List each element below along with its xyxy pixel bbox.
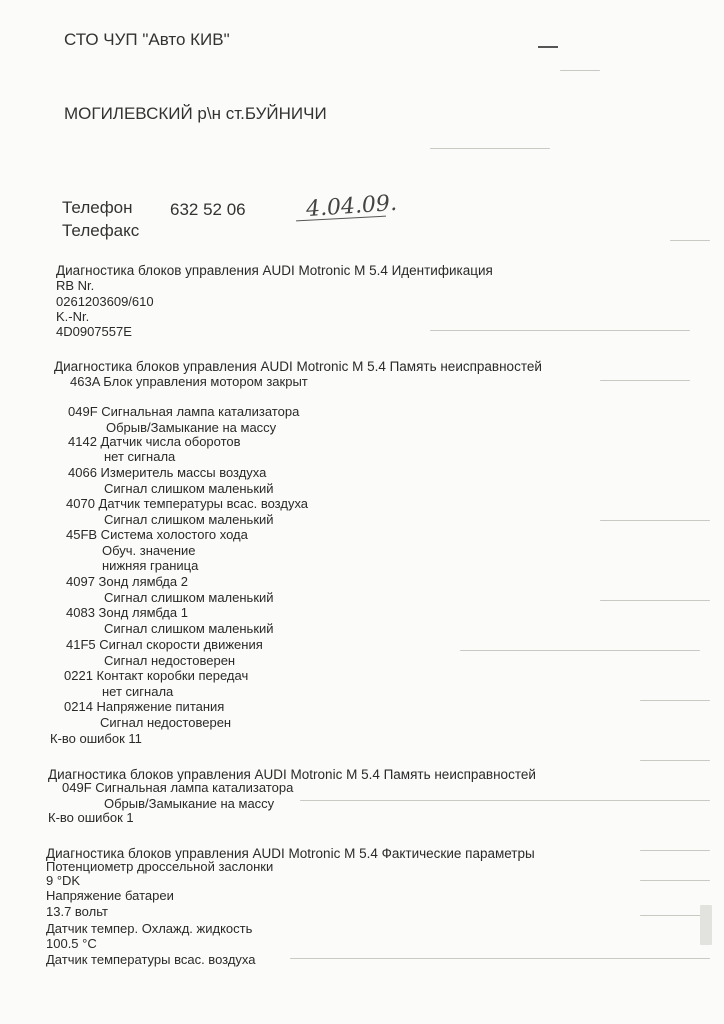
show-through-mark: [430, 330, 690, 331]
handwritten-date: 4.04.09.: [305, 190, 398, 223]
param-value: 13.7 вольт: [46, 904, 108, 919]
company-address: МОГИЛЕВСКИЙ р\н ст.БУЙНИЧИ: [64, 104, 327, 123]
phone-label: Телефон: [62, 198, 133, 217]
param-value: 100.5 °C: [46, 936, 97, 951]
memory2-title: Диагностика блоков управления AUDI Motronic M 5.4 Память неисправностей: [48, 767, 536, 782]
memory1-title: Диагностика блоков управления AUDI Motronic M 5.4 Память неисправностей: [54, 359, 542, 374]
scan-shadow: [700, 905, 712, 945]
fault-detail: Сигнал слишком маленький: [104, 590, 274, 605]
show-through-mark: [640, 880, 710, 881]
fault-line: 41F5 Сигнал скорости движения: [66, 637, 263, 652]
show-through-mark: [640, 700, 710, 701]
actual-title: Диагностика блоков управления AUDI Motronic M 5.4 Фактические параметры: [46, 846, 535, 861]
show-through-mark: [600, 520, 710, 521]
fault-line: 4097 Зонд лямбда 2: [66, 574, 188, 589]
phone-value: 632 52 06: [170, 200, 246, 219]
fault-detail: нет сигнала: [104, 449, 176, 464]
fault-detail: Сигнал слишком маленький: [104, 512, 274, 527]
show-through-mark: [560, 70, 600, 71]
error-count: К-во ошибок 1: [48, 810, 134, 825]
show-through-mark: [600, 600, 710, 601]
fault-line: 463A Блок управления мотором закрыт: [70, 374, 308, 389]
ident-title: Диагностика блоков управления AUDI Motronic M 5.4 Идентификация: [56, 263, 493, 278]
fault-line: 4142 Датчик числа оборотов: [68, 434, 241, 449]
param-name: Датчик температуры всас. воздуха: [46, 952, 256, 967]
fault-detail: нет сигнала: [102, 684, 174, 699]
param-value: 9 °DK: [46, 873, 81, 888]
fault-detail: Обрыв/Замыкание на массу: [104, 796, 275, 811]
fault-line: 4066 Измеритель массы воздуха: [68, 465, 267, 480]
fault-line: 4070 Датчик температуры всас. воздуха: [66, 496, 309, 511]
fault-line: 0221 Контакт коробки передач: [64, 668, 249, 683]
fault-detail: Обрыв/Замыкание на массу: [106, 420, 277, 435]
fax-label: Телефакс: [62, 221, 140, 240]
rb-label: RB Nr.: [56, 278, 95, 293]
param-name: Датчик темпер. Охлажд. жидкость: [46, 921, 253, 936]
show-through-mark: [600, 380, 690, 381]
fault-line: 45FB Система холостого хода: [66, 527, 248, 542]
show-through-mark: [290, 958, 710, 959]
fault-line: 049F Сигнальная лампа катализатора: [68, 404, 300, 419]
fault-detail: Сигнал слишком маленький: [104, 481, 274, 496]
show-through-mark: [640, 760, 710, 761]
show-through-mark: [670, 240, 710, 241]
fault-detail: нижняя граница: [102, 558, 199, 573]
rb-value: 0261203609/610: [56, 294, 154, 309]
show-through-mark: [430, 148, 550, 149]
k-label: K.-Nr.: [56, 309, 90, 324]
fault-detail: Сигнал слишком маленький: [104, 621, 274, 636]
show-through-mark: [300, 800, 710, 801]
fault-line: 0214 Напряжение питания: [64, 699, 225, 714]
param-name: Напряжение батареи: [46, 888, 174, 903]
fault-detail: Обуч. значение: [102, 543, 196, 558]
error-count: К-во ошибок 11: [50, 731, 142, 746]
fault-detail: Сигнал недостоверен: [104, 653, 236, 668]
show-through-mark: [640, 850, 710, 851]
show-through-mark: [460, 650, 700, 651]
k-value: 4D0907557E: [56, 324, 132, 339]
fault-line: 4083 Зонд лямбда 1: [66, 605, 188, 620]
company-name: СТО ЧУП "Авто КИВ": [64, 30, 230, 49]
fault-detail: Сигнал недостоверен: [100, 715, 232, 730]
dash-mark: [538, 46, 558, 48]
fault-line: 049F Сигнальная лампа катализатора: [62, 780, 294, 795]
param-name: Потенциометр дроссельной заслонки: [46, 859, 274, 874]
